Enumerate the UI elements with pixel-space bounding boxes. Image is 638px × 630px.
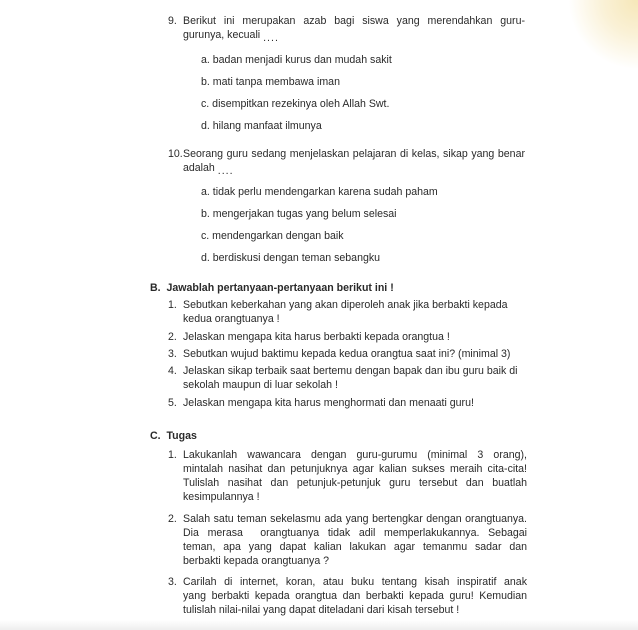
answer-option: c. disempitkan rezekinya oleh Allah Swt. (201, 98, 390, 110)
question-text-line (183, 161, 234, 176)
item-text-line: Jelaskan sikap terbaik saat bertemu dengan bapak dan ibu guru baik di (183, 365, 518, 377)
item-number: 3. (168, 576, 177, 588)
question-text-line: Seorang guru sedang menjelaskan pelajaran di kelas, sikap yang benar (183, 148, 525, 160)
item-text-line: Dia merasa orangtuanya tidak adil memperlakukannya. Sebagai (183, 527, 527, 539)
item-number: 5. (168, 397, 177, 409)
page-shadow (0, 620, 638, 630)
item-number: 2. (168, 513, 177, 525)
section-heading: C. Tugas (150, 430, 197, 442)
question-text: gurunya, kecuali (183, 29, 261, 41)
question-text-line: Berikut ini merupakan azab bagi siswa yang merendahkan guru- (183, 15, 525, 27)
item-text-line: Lakukanlah wawancara dengan guru-gurumu (minimal 3 orang), (183, 449, 527, 461)
item-text-line: mintalah nasihat dan petunjuknya agar kalian sukses meraih cita-cita! (183, 463, 527, 475)
question-number: 9. (168, 15, 177, 27)
item-text-line: Sebutkan keberkahan yang akan diperoleh anak jika berbakti kepada (183, 299, 508, 311)
answer-option: b. mati tanpa membawa iman (201, 76, 340, 88)
item-number: 1. (168, 449, 177, 461)
item-number: 2. (168, 331, 177, 343)
item-text-line: teman, apa yang dapat kalian lakukan agar temanmu sadar dan (183, 541, 527, 553)
item-text-line: tulislah nilai-nilai yang dapat diteladani dari kisah tersebut ! (183, 604, 460, 616)
question-text-line (183, 28, 279, 43)
item-number: 4. (168, 365, 177, 377)
answer-option: a. tidak perlu mendengarkan karena sudah paham (201, 186, 438, 198)
answer-option: d. berdiskusi dengan teman sebangku (201, 252, 381, 264)
item-text-line: Jelaskan mengapa kita harus berbakti kepada orangtua ! (183, 331, 450, 343)
item-text-line: Tulislah nasihat dan petunjuk-petunjuk guru tersebut dan buatlah (183, 477, 527, 489)
item-text-line: Sebutkan wujud baktimu kepada kedua orangtua saat ini? (minimal 3) (183, 348, 511, 360)
item-text-line: kedua orangtuanya ! (183, 313, 280, 325)
item-text-line: Jelaskan mengapa kita harus menghormati dan menaati guru! (183, 397, 474, 409)
answer-option: c. mendengarkan dengan baik (201, 230, 344, 242)
item-text-line: kesimpulannya ! (183, 491, 260, 503)
blank-dots: .... (217, 165, 234, 177)
question-number: 10. (168, 148, 183, 160)
answer-option: d. hilang manfaat ilmunya (201, 120, 322, 132)
question-text: adalah (183, 162, 215, 174)
answer-option: b. mengerjakan tugas yang belum selesai (201, 208, 397, 220)
blank-dots: .... (263, 32, 279, 44)
item-text-line: berbakti kepada orangtuanya ? (183, 555, 330, 567)
item-text-line: Salah satu teman sekelasmu ada yang bertengkar dengan orangtuanya. (183, 513, 527, 525)
section-heading: B. Jawablah pertanyaan-pertanyaan berikut ini ! (150, 282, 394, 294)
answer-option: a. badan menjadi kurus dan mudah sakit (201, 54, 392, 66)
item-text-line: yang berbakti kepada orangtua dan berbakti kepada guru! Kemudian (183, 590, 527, 602)
item-number: 1. (168, 299, 177, 311)
item-number: 3. (168, 348, 177, 360)
item-text-line: sekolah maupun di luar sekolah ! (183, 379, 338, 391)
item-text-line: Carilah di internet, koran, atau buku tentang kisah inspiratif anak (183, 576, 527, 588)
